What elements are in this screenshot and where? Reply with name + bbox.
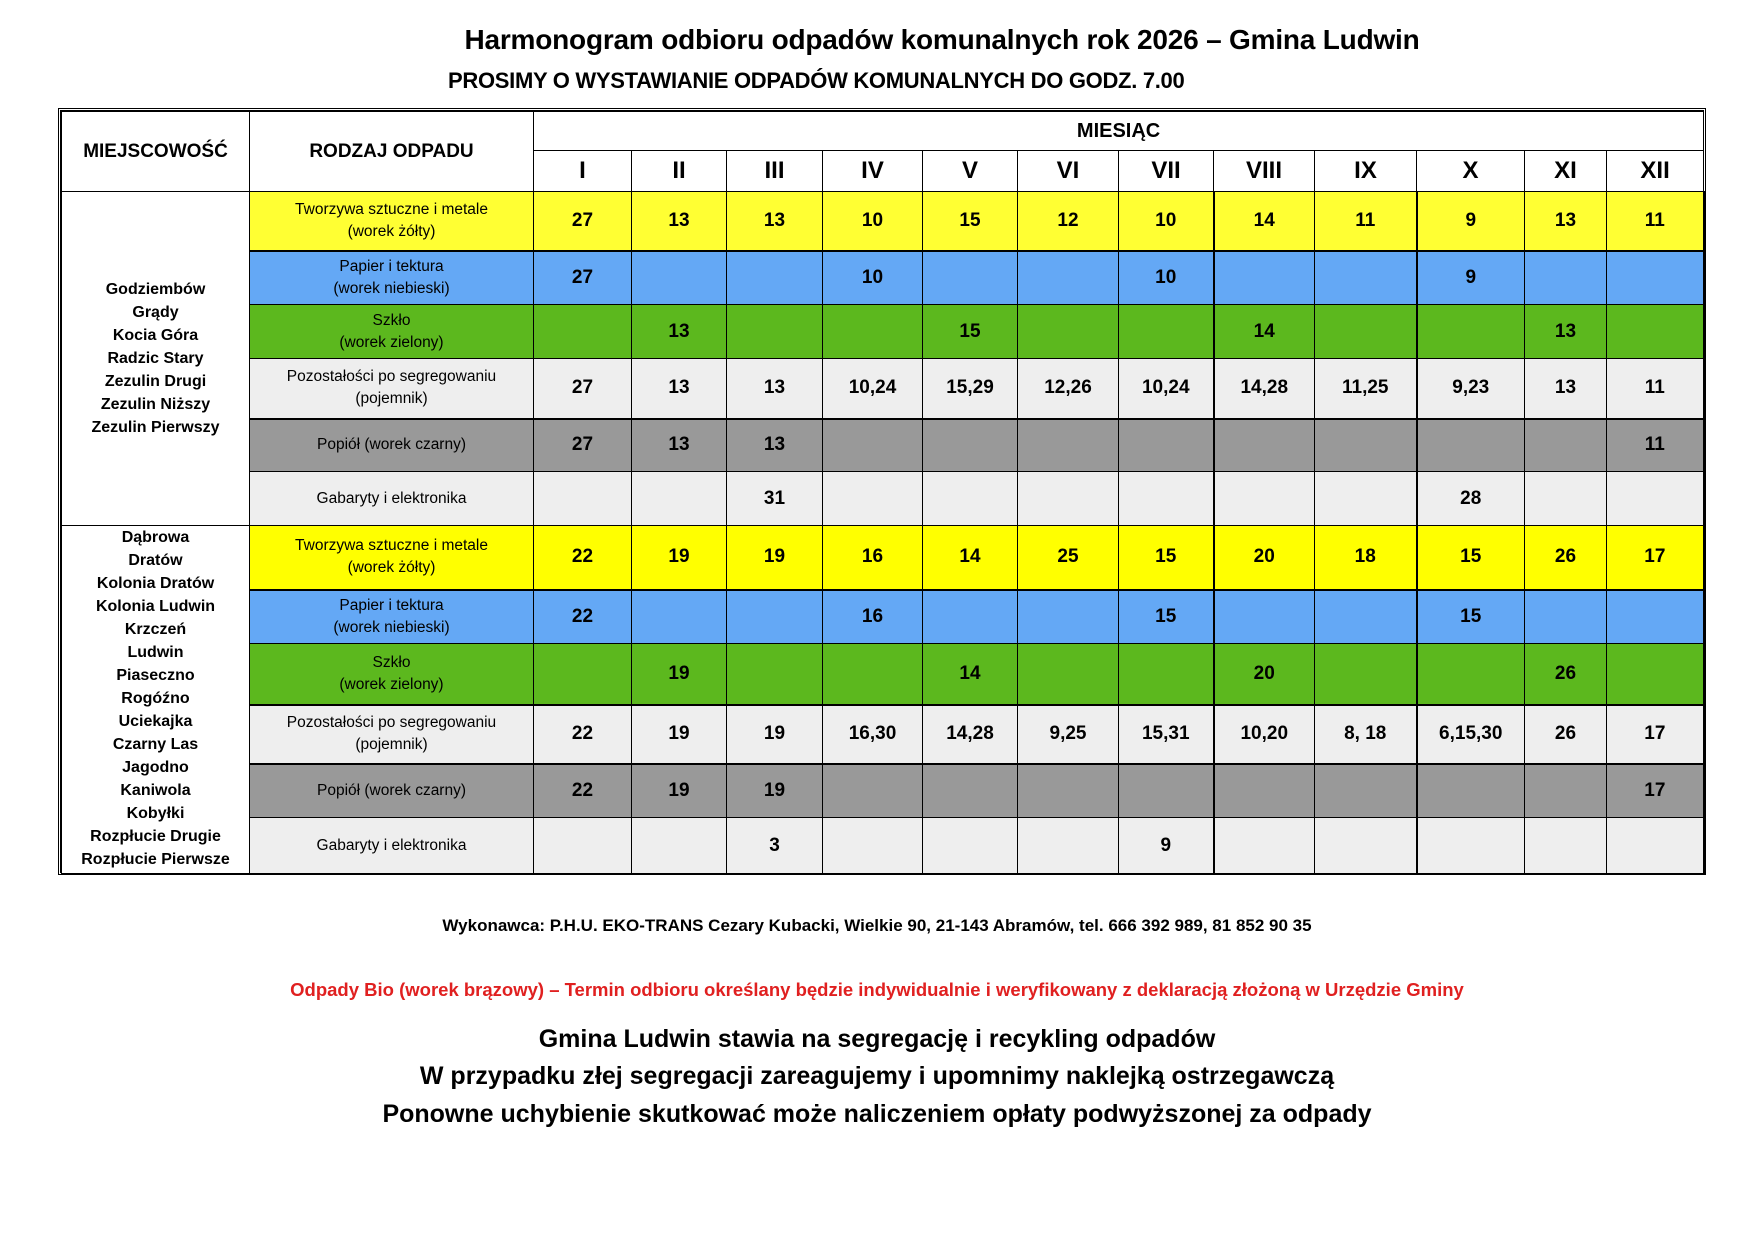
- header-month: MIESIĄC: [534, 112, 1704, 151]
- pickup-date-cell: 8, 18: [1315, 705, 1417, 764]
- schedule-row: [62, 472, 1704, 526]
- pickup-date-cell: 19: [632, 644, 727, 705]
- pickup-date-cell: 15: [923, 192, 1018, 251]
- pickup-date-cell: [1315, 764, 1417, 818]
- waste-type-cell: [250, 705, 534, 764]
- month-header: XII: [1607, 151, 1704, 192]
- pickup-date-cell: [632, 590, 727, 644]
- pickup-date-cell: 9,23: [1417, 359, 1525, 419]
- pickup-date-cell: 17: [1607, 764, 1704, 818]
- location-name: Radzic Stary: [107, 350, 204, 367]
- location-name: Zezulin Niższy: [100, 396, 211, 413]
- location-name: Dąbrowa: [121, 529, 190, 546]
- location-name: Czarny Las: [112, 736, 199, 753]
- pickup-date-cell: 14,28: [1214, 359, 1315, 419]
- waste-type-container: (worek zielony): [339, 333, 444, 351]
- pickup-date-cell: [823, 818, 923, 874]
- waste-type-container: (worek żółty): [347, 222, 436, 240]
- location-name: Kolonia Dratów: [96, 575, 215, 592]
- month-header: I: [534, 151, 632, 192]
- pickup-date-cell: 11,25: [1315, 359, 1417, 419]
- pickup-date-cell: 20: [1214, 644, 1315, 705]
- location-name: Rozpłucie Pierwsze: [81, 851, 230, 868]
- waste-type-name: Tworzywa sztuczne i metale: [295, 537, 488, 555]
- pickup-date-cell: [1315, 818, 1417, 874]
- location-list: [62, 526, 250, 874]
- pickup-date-cell: 13: [632, 305, 727, 359]
- pickup-date-cell: 19: [727, 526, 823, 590]
- waste-type-container: (worek niebieski): [333, 279, 450, 297]
- location-name: Zezulin Pierwszy: [91, 419, 220, 436]
- waste-type-container: (pojemnik): [355, 390, 428, 408]
- pickup-date-cell: 10,24: [823, 359, 923, 419]
- waste-type-cell: [250, 644, 534, 705]
- pickup-date-cell: 11: [1607, 192, 1704, 251]
- pickup-date-cell: 6,15,30: [1417, 705, 1525, 764]
- waste-type-cell: [250, 359, 534, 419]
- pickup-date-cell: [1018, 472, 1119, 526]
- pickup-date-cell: 10: [823, 251, 923, 305]
- pickup-date-cell: [1214, 818, 1315, 874]
- pickup-date-cell: 15,29: [923, 359, 1018, 419]
- pickup-date-cell: [534, 644, 632, 705]
- pickup-date-cell: [727, 644, 823, 705]
- waste-type-cell: [250, 764, 534, 818]
- header-location: MIEJSCOWOŚĆ: [62, 112, 250, 192]
- pickup-date-cell: 25: [1018, 526, 1119, 590]
- pickup-date-cell: [1214, 472, 1315, 526]
- pickup-date-cell: [1607, 251, 1704, 305]
- schedule-row: [62, 359, 1704, 419]
- pickup-date-cell: 10,24: [1119, 359, 1214, 419]
- slogan-line-1: Gmina Ludwin stawia na segregację i recykling odpadów: [538, 1025, 1216, 1053]
- pickup-date-cell: 18: [1315, 526, 1417, 590]
- pickup-date-cell: [534, 818, 632, 874]
- pickup-date-cell: 22: [534, 590, 632, 644]
- schedule-row: [62, 526, 1704, 590]
- pickup-date-cell: [727, 251, 823, 305]
- waste-type-container: (worek niebieski): [333, 618, 450, 636]
- pickup-date-cell: 16: [823, 526, 923, 590]
- pickup-date-cell: [923, 590, 1018, 644]
- pickup-date-cell: 19: [727, 705, 823, 764]
- location-name: Kobyłki: [126, 805, 185, 822]
- pickup-date-cell: 26: [1525, 526, 1607, 590]
- pickup-date-cell: [1119, 305, 1214, 359]
- waste-type-name: Papier i tektura: [339, 257, 444, 275]
- pickup-date-cell: 19: [632, 705, 727, 764]
- waste-type-container: (pojemnik): [355, 736, 428, 753]
- pickup-date-cell: [1417, 305, 1525, 359]
- month-header: VIII: [1214, 151, 1315, 192]
- pickup-date-cell: [1525, 472, 1607, 526]
- schedule-row: [62, 305, 1704, 359]
- schedule-row: [62, 590, 1704, 644]
- pickup-date-cell: 9: [1417, 251, 1525, 305]
- pickup-date-cell: 15: [1119, 590, 1214, 644]
- pickup-date-cell: 14: [923, 526, 1018, 590]
- pickup-date-cell: 31: [727, 472, 823, 526]
- pickup-date-cell: 19: [632, 764, 727, 818]
- pickup-date-cell: [923, 764, 1018, 818]
- month-header: II: [632, 151, 727, 192]
- waste-type-name: Gabaryty i elektronika: [316, 836, 467, 854]
- pickup-date-cell: [1417, 818, 1525, 874]
- pickup-date-cell: [1214, 590, 1315, 644]
- month-header: X: [1417, 151, 1525, 192]
- waste-type-container: (worek żółty): [347, 559, 436, 577]
- pickup-date-cell: 15: [1417, 526, 1525, 590]
- pickup-date-cell: [1119, 764, 1214, 818]
- pickup-date-cell: 13: [1525, 192, 1607, 251]
- location-name: Grądy: [132, 304, 179, 321]
- location-name: Kocia Góra: [112, 327, 199, 344]
- pickup-date-cell: 13: [727, 419, 823, 472]
- pickup-date-cell: [1315, 305, 1417, 359]
- waste-type-name: Szkło: [372, 311, 411, 329]
- pickup-date-cell: 19: [632, 526, 727, 590]
- pickup-date-cell: 13: [727, 359, 823, 419]
- location-name: Krzczeń: [124, 621, 187, 638]
- pickup-date-cell: 12: [1018, 192, 1119, 251]
- pickup-date-cell: 17: [1607, 526, 1704, 590]
- pickup-date-cell: 16: [823, 590, 923, 644]
- waste-type-name: Pozostałości po segregowaniu: [286, 368, 497, 386]
- pickup-date-cell: [823, 644, 923, 705]
- pickup-date-cell: [1607, 305, 1704, 359]
- waste-type-cell: [250, 590, 534, 644]
- pickup-date-cell: [632, 818, 727, 874]
- pickup-date-cell: 19: [727, 764, 823, 818]
- slogan-line-2: W przypadku złej segregacji zareagujemy i upomnimy naklejką ostrzegawczą: [419, 1062, 1335, 1090]
- location-name: Zezulin Drugi: [104, 373, 207, 390]
- pickup-date-cell: [1315, 590, 1417, 644]
- waste-type-container: (worek zielony): [339, 675, 444, 693]
- pickup-date-cell: 11: [1315, 192, 1417, 251]
- document-subtitle: PROSIMY O WYSTAWIANIE ODPADÓW KOMUNALNYCH DO GODZ. 7.00: [448, 68, 1185, 93]
- pickup-date-cell: [727, 590, 823, 644]
- pickup-date-cell: 3: [727, 818, 823, 874]
- waste-type-cell: [250, 419, 534, 472]
- schedule-row: [62, 644, 1704, 705]
- location-list: [62, 192, 250, 526]
- waste-type-cell: [250, 472, 534, 526]
- pickup-date-cell: [823, 305, 923, 359]
- waste-type-name: Pozostałości po segregowaniu: [286, 714, 497, 731]
- pickup-date-cell: [1525, 818, 1607, 874]
- location-name: Rogóźno: [121, 690, 190, 707]
- pickup-date-cell: 27: [534, 419, 632, 472]
- pickup-date-cell: 16,30: [823, 705, 923, 764]
- schedule-row: [62, 705, 1704, 764]
- pickup-date-cell: 20: [1214, 526, 1315, 590]
- month-header: VI: [1018, 151, 1119, 192]
- pickup-date-cell: [1607, 590, 1704, 644]
- pickup-date-cell: 14: [1214, 192, 1315, 251]
- location-name: Kolonia Ludwin: [95, 598, 216, 615]
- pickup-date-cell: [1018, 305, 1119, 359]
- pickup-date-cell: [1119, 419, 1214, 472]
- pickup-date-cell: [1525, 251, 1607, 305]
- header-waste-type: RODZAJ ODPADU: [250, 112, 534, 192]
- pickup-date-cell: 9: [1417, 192, 1525, 251]
- schedule-table: [61, 111, 1705, 874]
- location-name: Ludwin: [127, 644, 184, 661]
- pickup-date-cell: [632, 251, 727, 305]
- contractor-info: Wykonawca: P.H.U. EKO-TRANS Cezary Kubacki, Wielkie 90, 21-143 Abramów, tel. 666 392 989, 81 852 90 35: [442, 916, 1312, 935]
- waste-type-name: Szkło: [372, 653, 411, 671]
- pickup-date-cell: 13: [632, 419, 727, 472]
- pickup-date-cell: 22: [534, 705, 632, 764]
- waste-type-name: Popiół (worek czarny): [316, 781, 467, 799]
- schedule-row: [62, 251, 1704, 305]
- pickup-date-cell: [1214, 764, 1315, 818]
- month-header: V: [923, 151, 1018, 192]
- pickup-date-cell: [1315, 472, 1417, 526]
- location-name: Kaniwola: [120, 782, 191, 799]
- pickup-date-cell: 14: [1214, 305, 1315, 359]
- pickup-date-cell: 15: [923, 305, 1018, 359]
- pickup-date-cell: [727, 305, 823, 359]
- pickup-date-cell: 14,28: [923, 705, 1018, 764]
- pickup-date-cell: [923, 251, 1018, 305]
- pickup-date-cell: [923, 419, 1018, 472]
- header-row-1: [62, 112, 1704, 151]
- location-name: Piaseczno: [116, 667, 195, 684]
- pickup-date-cell: [1018, 590, 1119, 644]
- pickup-date-cell: 13: [632, 359, 727, 419]
- pickup-date-cell: 11: [1607, 419, 1704, 472]
- pickup-date-cell: 10: [1119, 251, 1214, 305]
- pickup-date-cell: [1315, 251, 1417, 305]
- bio-waste-note: Odpady Bio (worek brązowy) – Termin odbioru określany będzie indywidualnie i weryfikowany z deklaracją złożoną w Urzędzie Gminy: [290, 979, 1464, 1000]
- pickup-date-cell: 26: [1525, 644, 1607, 705]
- location-name: Godziembów: [105, 281, 206, 298]
- pickup-date-cell: [632, 472, 727, 526]
- month-header: IX: [1315, 151, 1417, 192]
- pickup-date-cell: 10,20: [1214, 705, 1315, 764]
- location-name: Jagodno: [122, 759, 189, 776]
- pickup-date-cell: 15,31: [1119, 705, 1214, 764]
- pickup-date-cell: [1018, 818, 1119, 874]
- pickup-date-cell: [534, 305, 632, 359]
- waste-type-cell: [250, 251, 534, 305]
- slogan-line-3: Ponowne uchybienie skutkować może naliczeniem opłaty podwyższonej za odpady: [382, 1100, 1372, 1128]
- pickup-date-cell: 27: [534, 359, 632, 419]
- pickup-date-cell: [823, 764, 923, 818]
- waste-type-name: Papier i tektura: [339, 596, 444, 614]
- pickup-date-cell: 10: [823, 192, 923, 251]
- schedule-body: [62, 192, 1704, 874]
- pickup-date-cell: [1018, 644, 1119, 705]
- pickup-date-cell: [1018, 764, 1119, 818]
- waste-type-name: Popiół (worek czarny): [316, 436, 467, 454]
- pickup-date-cell: 13: [1525, 305, 1607, 359]
- pickup-date-cell: [534, 472, 632, 526]
- month-header: IV: [823, 151, 923, 192]
- pickup-date-cell: 28: [1417, 472, 1525, 526]
- pickup-date-cell: 13: [1525, 359, 1607, 419]
- schedule-row: [62, 192, 1704, 251]
- month-header: VII: [1119, 151, 1214, 192]
- pickup-date-cell: 9: [1119, 818, 1214, 874]
- pickup-date-cell: 15: [1417, 590, 1525, 644]
- schedule-row: [62, 764, 1704, 818]
- location-name: Dratów: [128, 552, 183, 569]
- month-header: III: [727, 151, 823, 192]
- pickup-date-cell: [1417, 764, 1525, 818]
- pickup-date-cell: [923, 818, 1018, 874]
- waste-type-cell: [250, 305, 534, 359]
- pickup-date-cell: [1607, 644, 1704, 705]
- pickup-date-cell: [1607, 472, 1704, 526]
- pickup-date-cell: [1119, 644, 1214, 705]
- pickup-date-cell: 27: [534, 192, 632, 251]
- pickup-date-cell: [923, 472, 1018, 526]
- pickup-date-cell: 14: [923, 644, 1018, 705]
- pickup-date-cell: 13: [632, 192, 727, 251]
- waste-type-cell: [250, 192, 534, 251]
- pickup-date-cell: 17: [1607, 705, 1704, 764]
- pickup-date-cell: 27: [534, 251, 632, 305]
- pickup-date-cell: [1315, 419, 1417, 472]
- pickup-date-cell: [1417, 419, 1525, 472]
- pickup-date-cell: [1018, 251, 1119, 305]
- pickup-date-cell: [1607, 818, 1704, 874]
- pickup-date-cell: [1214, 419, 1315, 472]
- pickup-date-cell: [1315, 644, 1417, 705]
- pickup-date-cell: [1525, 590, 1607, 644]
- pickup-date-cell: [823, 419, 923, 472]
- pickup-date-cell: 11: [1607, 359, 1704, 419]
- pickup-date-cell: 10: [1119, 192, 1214, 251]
- pickup-date-cell: 15: [1119, 526, 1214, 590]
- pickup-date-cell: [1018, 419, 1119, 472]
- waste-type-cell: [250, 526, 534, 590]
- pickup-date-cell: [1119, 472, 1214, 526]
- pickup-date-cell: [1525, 764, 1607, 818]
- pickup-date-cell: [1417, 644, 1525, 705]
- waste-type-name: Tworzywa sztuczne i metale: [295, 200, 488, 218]
- pickup-date-cell: 13: [727, 192, 823, 251]
- pickup-date-cell: 22: [534, 526, 632, 590]
- pickup-date-cell: 26: [1525, 705, 1607, 764]
- pickup-date-cell: 12,26: [1018, 359, 1119, 419]
- pickup-date-cell: 22: [534, 764, 632, 818]
- waste-type-name: Gabaryty i elektronika: [316, 489, 467, 507]
- location-name: Uciekajka: [118, 713, 193, 730]
- document-title: Harmonogram odbioru odpadów komunalnych rok 2026 – Gmina Ludwin: [464, 24, 1420, 55]
- month-header: XI: [1525, 151, 1607, 192]
- schedule-row: [62, 818, 1704, 874]
- pickup-date-cell: [1525, 419, 1607, 472]
- location-name: Rozpłucie Drugie: [90, 828, 221, 845]
- pickup-date-cell: 9,25: [1018, 705, 1119, 764]
- pickup-date-cell: [823, 472, 923, 526]
- pickup-date-cell: [1214, 251, 1315, 305]
- waste-type-cell: [250, 818, 534, 874]
- schedule-row: [62, 419, 1704, 472]
